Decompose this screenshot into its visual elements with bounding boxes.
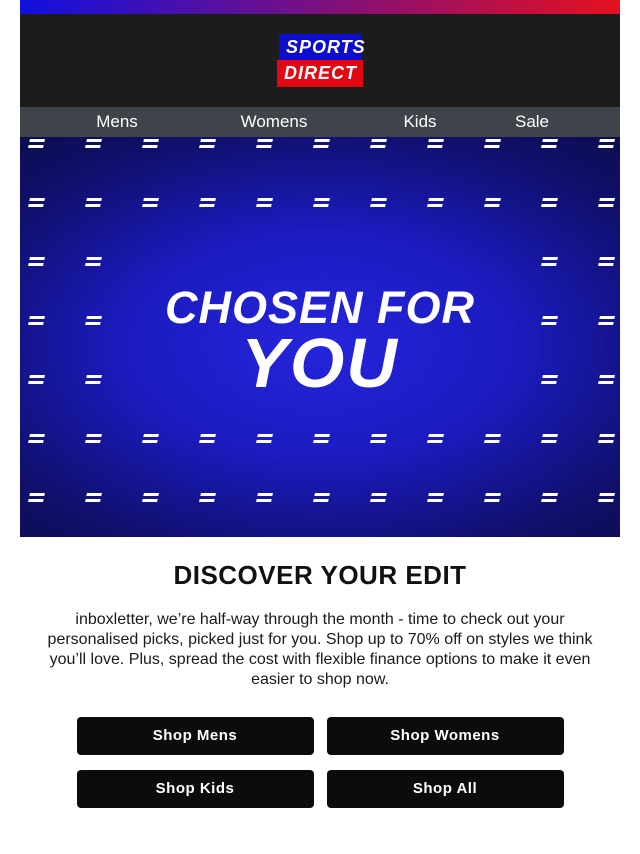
category-nav xyxy=(20,107,620,137)
shop-buttons-grid xyxy=(20,717,620,808)
email-container xyxy=(20,0,620,808)
intro-paragraph: inboxletter, we’re half-way through the month - time to check out your personalised picks, picked just for you. Shop up to 70% off on styles we think you’ll love. Plus, spread the cost with flexible finance options to make it even easier to shop now. xyxy=(47,611,593,688)
shop-womens-button[interactable]: Shop Womens xyxy=(327,717,564,755)
brand-gradient-bar xyxy=(20,0,620,14)
shop-mens-button[interactable]: Shop Mens xyxy=(77,717,314,755)
nav-item-sale[interactable]: Sale xyxy=(514,112,550,131)
nav-item-mens[interactable]: Mens xyxy=(96,112,138,131)
hero-headline-line2: YOU xyxy=(241,324,399,402)
section-heading: DISCOVER YOUR EDIT xyxy=(173,560,467,590)
nav-item-womens[interactable]: Womens xyxy=(240,112,308,131)
hero-banner[interactable] xyxy=(20,137,620,537)
logo-sports-box: SPORTS xyxy=(279,34,361,60)
logo-direct-box: DIRECT xyxy=(277,60,363,87)
nav-item-kids[interactable]: Kids xyxy=(403,112,437,131)
shop-kids-button[interactable]: Shop Kids xyxy=(77,770,314,808)
hero-headline-line1: CHOSEN FOR xyxy=(164,282,475,333)
main-content xyxy=(20,537,620,808)
sports-direct-logo[interactable] xyxy=(277,34,366,87)
shop-all-button[interactable]: Shop All xyxy=(327,770,564,808)
hero-text xyxy=(20,137,620,537)
email-header xyxy=(20,14,620,107)
